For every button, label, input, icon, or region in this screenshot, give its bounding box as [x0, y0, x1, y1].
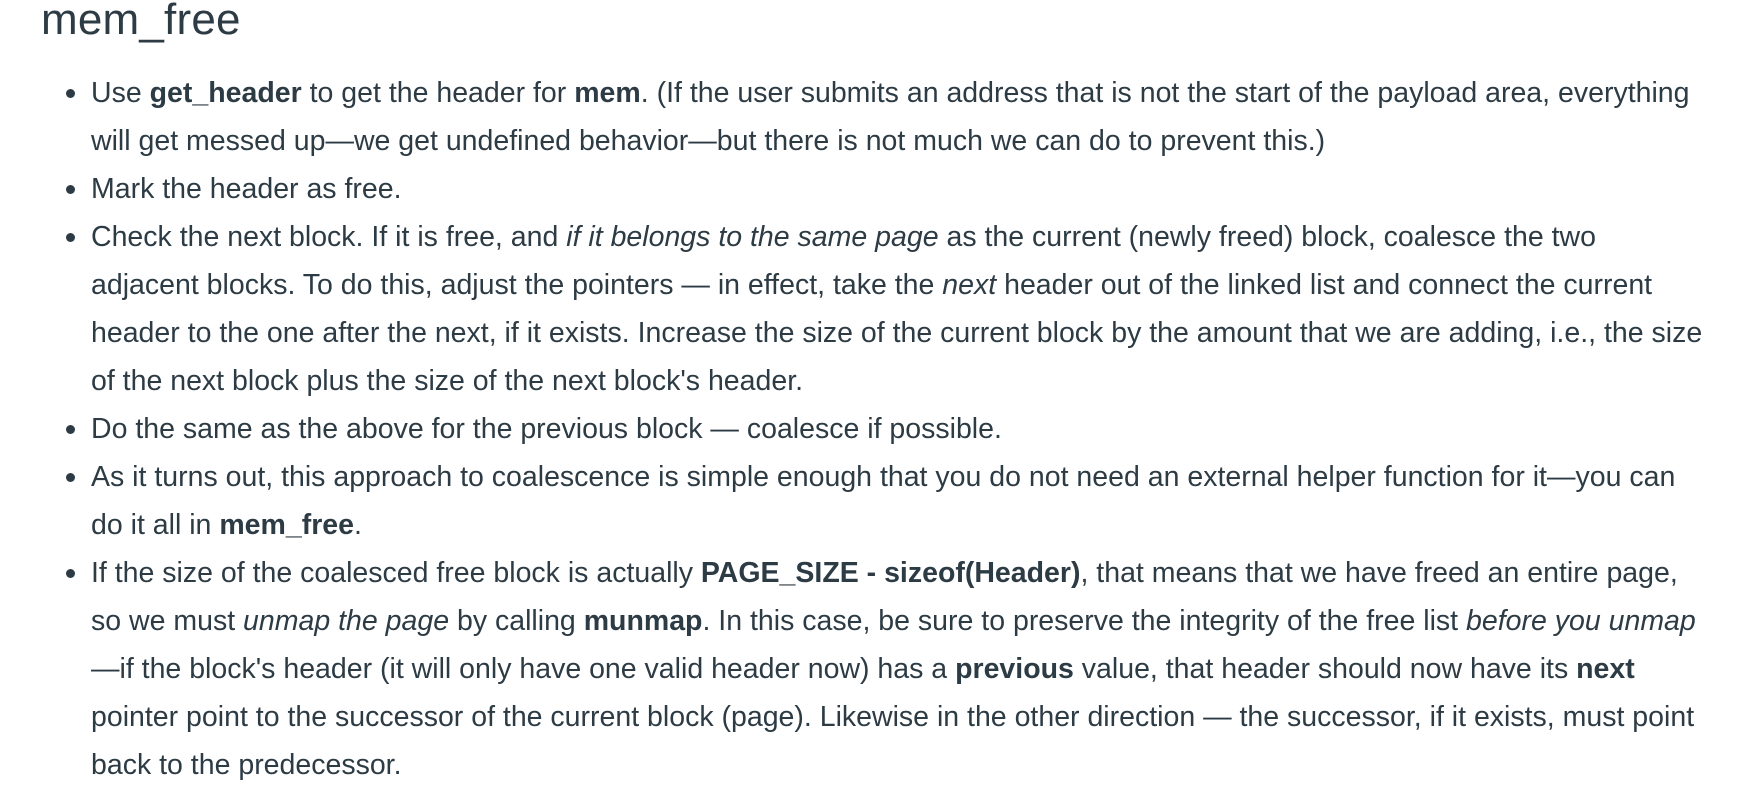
- instruction-list: [0, 69, 1711, 789]
- text-run: As it turns out, this approach to coalescence is simple enough that you do not need an external helper function for it—you can do it all in: [91, 461, 1676, 541]
- section-title: mem_free: [41, 0, 241, 44]
- code-term: mem_free: [219, 509, 354, 541]
- code-term: munmap: [583, 605, 703, 637]
- code-term: get_header: [149, 77, 302, 109]
- bullet-icon: [66, 89, 75, 98]
- text-run: by calling: [449, 605, 584, 637]
- list-item: [91, 165, 1711, 213]
- emphasis-text: unmap the page: [243, 605, 450, 637]
- code-term: next: [1576, 653, 1635, 685]
- text-run: header out of the linked list and connect the current header to the one after the next, if it exists. Increase the size of the current block by the amount that we are adding, i.e., the size of the next block plus the size of the next block's header.: [91, 269, 1703, 397]
- text-run: Check the next block. If it is free, and: [91, 221, 567, 253]
- text-run: . (If the user submits an address that is not the start of the payload area, everything will get messed up—we get undefined behavior—but there is not much we can do to prevent this.): [91, 77, 1690, 157]
- bullet-icon: [66, 425, 75, 434]
- emphasis-text: before you unmap: [1466, 605, 1696, 637]
- list-item: [91, 405, 1711, 453]
- code-term: previous: [955, 653, 1074, 685]
- text-run: Mark the header as free.: [91, 173, 402, 205]
- list-item: [91, 213, 1711, 405]
- text-run: .: [354, 509, 362, 541]
- code-term: mem: [574, 77, 641, 109]
- text-run: Use: [91, 77, 150, 109]
- emphasis-text: if it belongs to the same page: [566, 221, 939, 253]
- bullet-icon: [66, 473, 75, 482]
- bullet-icon: [66, 569, 75, 578]
- list-item: [91, 549, 1711, 789]
- text-run: Do the same as the above for the previous block — coalesce if possible.: [91, 413, 1002, 445]
- list-item: [91, 453, 1711, 549]
- text-run: If the size of the coalesced free block is actually: [91, 557, 701, 589]
- text-run: —if the block's header (it will only have one valid header now) has a: [91, 653, 956, 685]
- text-run: pointer point to the successor of the current block (page). Likewise in the other direction — the successor, if it exists, must point back to the predecessor.: [91, 701, 1695, 781]
- text-run: . In this case, be sure to preserve the integrity of the free list: [702, 605, 1467, 637]
- text-run: , that means that we have freed an entire page, so we must: [91, 557, 1678, 637]
- code-term: PAGE_SIZE - sizeof(Header): [700, 557, 1081, 589]
- text-run: as the current (newly freed) block, coalesce the two adjacent blocks. To do this, adjust the pointers — in effect, take the: [91, 221, 1596, 301]
- text-run: value, that header should now have its: [1073, 653, 1577, 685]
- emphasis-text: next: [942, 269, 997, 301]
- list-item: [91, 69, 1711, 165]
- text-run: to get the header for: [301, 77, 575, 109]
- bullet-icon: [66, 233, 75, 242]
- bullet-icon: [66, 185, 75, 194]
